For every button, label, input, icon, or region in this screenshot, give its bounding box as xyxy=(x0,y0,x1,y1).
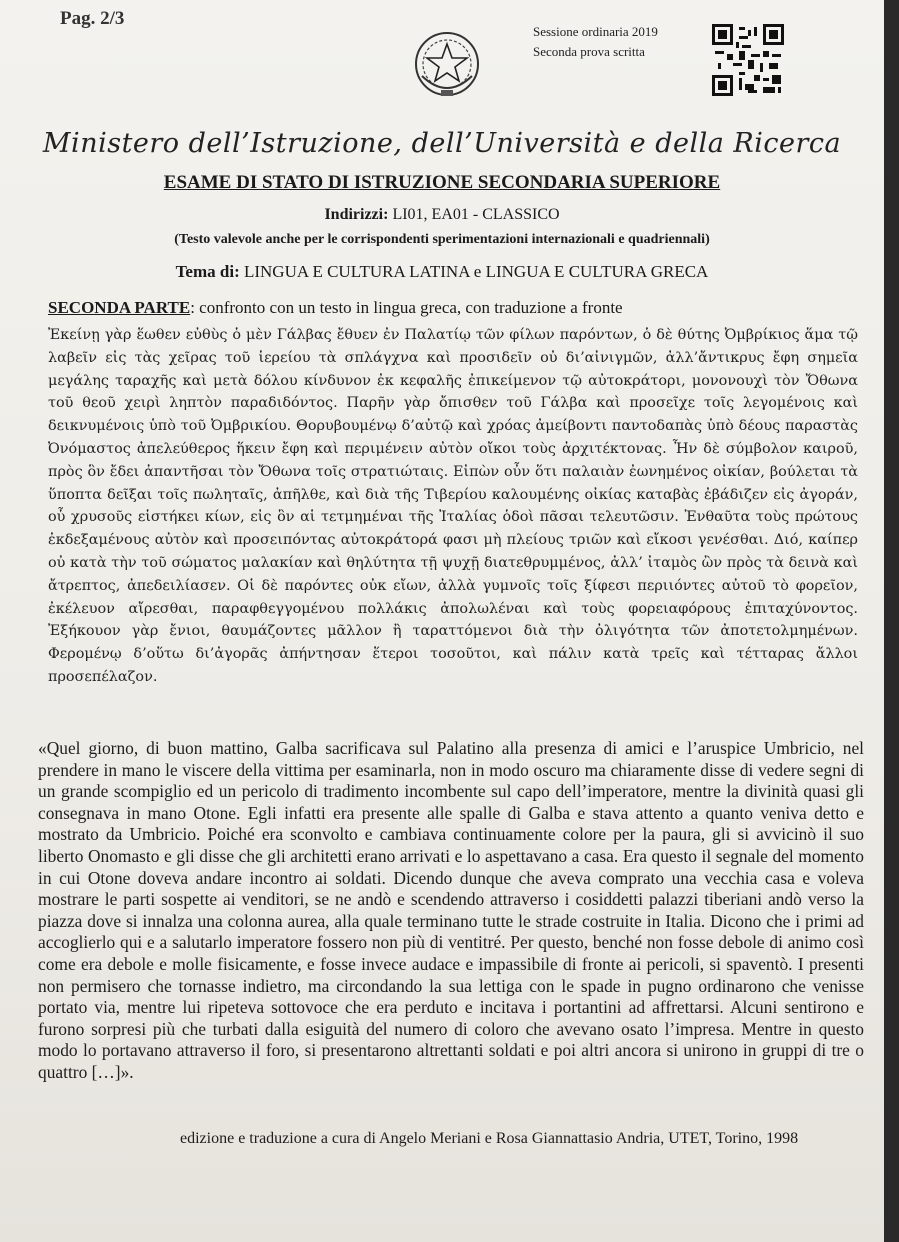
tema-label: Tema di: xyxy=(175,262,240,281)
tema-line xyxy=(0,262,884,282)
session-info xyxy=(533,22,658,62)
seconda-parte-text: : confronto con un testo in lingua greca, con traduzione a fronte xyxy=(190,298,623,317)
edition-credits: edizione e traduzione a cura di Angelo Meriani e Rosa Giannattasio Andria, UTET, Torino, 1998 xyxy=(180,1130,799,1147)
indirizzi-value: LI01, EA01 - CLASSICO xyxy=(392,206,560,223)
seconda-parte-heading xyxy=(48,298,623,318)
qr-code-icon xyxy=(712,24,784,96)
italian-republic-emblem-icon xyxy=(412,28,482,102)
indirizzi-line xyxy=(0,206,884,224)
page-number: Pag. 2/3 xyxy=(60,8,125,29)
italian-translation: «Quel giorno, di buon mattino, Galba sacrificava sul Palatino alla presenza di amici e l’aruspice Umbricio, nel prendere in mano le viscere della vittima per esaminarla, non in modo oscuro ma chiaramente disse di vedere segni di un grande scompiglio ed un pericolo di tradimento incombente sul capo dell’imperatore, mentre la divinità quasi gli consegnava in mano Otone. Egli infatti era presente alle spalle di Galba e stava attento a quanto veniva detto e mostrato da Umbricio. Poiché era sconvolto e cambiava continuamente colore per la paura, gli si avvicinò il suo liberto Onomasto e gli disse che gli architetti erano arrivati e lo aspettavano a casa. Era questo il segnale del momento in cui Otone doveva andare incontro ai soldati. Dicendo dunque che aveva comprato una vecchia casa e voleva mostrare le parti sospette ai venditori, se ne andò e scendendo attraverso i cosiddetti palazzi tiberiani andò verso la piazza dove si innalza una colonna aurea, alla quale terminano tutte le strade costruite in Italia. Dicono che i primi ad accoglierlo qui e a salutarlo imperatore fossero non più di ventitré. Per questo, benché non fosse debole di animo così come era debole e molle fisicamente, e fosse invece audace e impassibile di fronte ai pericoli, si spaventò. I presenti non permisero che tornasse indietro, ma circondando la sua lettiga con le spade in pugno ordinarono che venisse portato via, mentre lui ripeteva sottovoce che era perduto e incitava i portantini ad affrettarsi. Alcuni sentirono e furono sorpresi più che turbati dalla esiguità del numero di coloro che avevano osato l’impresa. Mentre in questo modo lo portavano attraverso il foro, si presentarono altrettanti soldati e poi altri ancora si unirono in gruppi di tre o quattro […]». xyxy=(38,738,864,1082)
tema-value: LINGUA E CULTURA LATINA e LINGUA E CULTURA GRECA xyxy=(243,262,709,281)
ministry-heading: Ministero dell’Istruzione, dell’Università e della Ricerca xyxy=(42,128,842,159)
session-line: Sessione ordinaria 2019 xyxy=(533,24,658,39)
indirizzi-label: Indirizzi: xyxy=(324,206,389,223)
seconda-parte-label: SECONDA PARTE xyxy=(48,298,191,317)
testo-note: (Testo valevole anche per le corrispondenti sperimentazioni internazionali e quadriennali) xyxy=(174,232,710,247)
exam-title: ESAME DI STATO DI ISTRUZIONE SECONDARIA SUPERIORE xyxy=(163,172,721,193)
exam-type-line: Seconda prova scritta xyxy=(533,44,645,59)
greek-passage: Ἐκείνῃ γὰρ ἕωθεν εὐθὺς ὁ μὲν Γάλβας ἔθυεν ἐν Παλατίῳ τῶν φίλων παρόντων, ὁ δὲ θύτης Ὀμβρίκιος ἅμα τῷ λαβεῖν εἰς τὰς χεῖρας τοῦ ἱερείου τὰ σπλάγχνα καὶ προσιδεῖν οὐ δι’αἰνιγμῶν, ἀλλ’ἄντικρυς ἔφη σημεῖα μεγάλης ταραχῆς καὶ μετὰ δόλου κίνδυνον ἐκ κεφαλῆς ἐπικείμενον τῷ αὐτοκράτορι, μονονουχὶ τὸν Ὄθωνα τοῦ θεοῦ χειρὶ ληπτὸν παραδιδόντος. Παρῆν γὰρ ὄπισθεν τοῦ Γάλβα καὶ προσεῖχε τοῖς λεγομένοις καὶ δεικνυμένοις ὑπὸ τοῦ Ὀμβρικίου. Θορυβουμένῳ δ’αὐτῷ καὶ χρόας ἀμείβοντι παντοδαπὰς ὑπὸ δέους παραστὰς Ὀνόμαστος ἀπελεύθερος ἥκειν ἔφη καὶ περιμένειν αὐτὸν οἴκοι τοὺς ἀρχιτέκτονας. Ἦν δὲ σύμβολον καιροῦ, πρὸς ὃν ἔδει ἀπαντῆσαι τὸν Ὄθωνα τοῖς στρατιώταις. Εἰπὼν οὖν ὅτι παλαιὰν ἐωνημένος οἰκίαν, βούλεται τὰ ὕποπτα δεῖξαι τοῖς πωληταῖς, ἀπῆλθε, καὶ διὰ τῆς Τιβερίου καλουμένης οἰκίας καταβὰς ἐβάδιζεν εἰς ἀγοράν, οὗ χρυσοῦς εἱστήκει κίων, εἰς ὃν αἱ τετμημέναι τῆς Ἰταλίας ὁδοὶ πᾶσαι τελευτῶσιν. Ἐνθαῦτα τοὺς πρώτους ἐκδεξαμένους αὐτὸν καὶ προσειπόντας αὐτοκράτορά φασι μὴ πλείους τριῶν καὶ εἴκοσι γενέσθαι. Διό, καίπερ οὐ κατὰ τὴν τοῦ σώματος μαλακίαν καὶ θηλύτητα τῇ ψυχῇ διατεθρυμμένος, ἀλλ’ ἰταμὸς ὢν πρὸς τὰ δεινὰ καὶ ἄτρεπτος, ἀπεδειλίασεν. Οἱ δὲ παρόντες οὐκ εἴων, ἀλλὰ γυμνοῖς τοῖς ξίφεσι περιιόντες αὐτοῦ τὸ φορεῖον, ἐκέλευον αἴρεσθαι, παραφθεγγομένου πολλάκις ἀπολωλέναι καὶ τοὺς φορειαφόρους ἐπιταχύνοντος. Ἐξήκουον γὰρ ἔνιοι, θαυμάζοντες μᾶλλον ἢ ταραττόμενοι διὰ τὴν ὀλιγότητα τῶν ἀποτετολμημένων. Φερομένῳ δ’οὕτω δι’ἀγορᾶς ἀπήντησαν ἕτεροι τοσοῦτοι, καὶ πάλιν κατὰ τρεῖς καὶ τέτταρας ἄλλοι προσεπέλαζον. xyxy=(48,327,858,685)
